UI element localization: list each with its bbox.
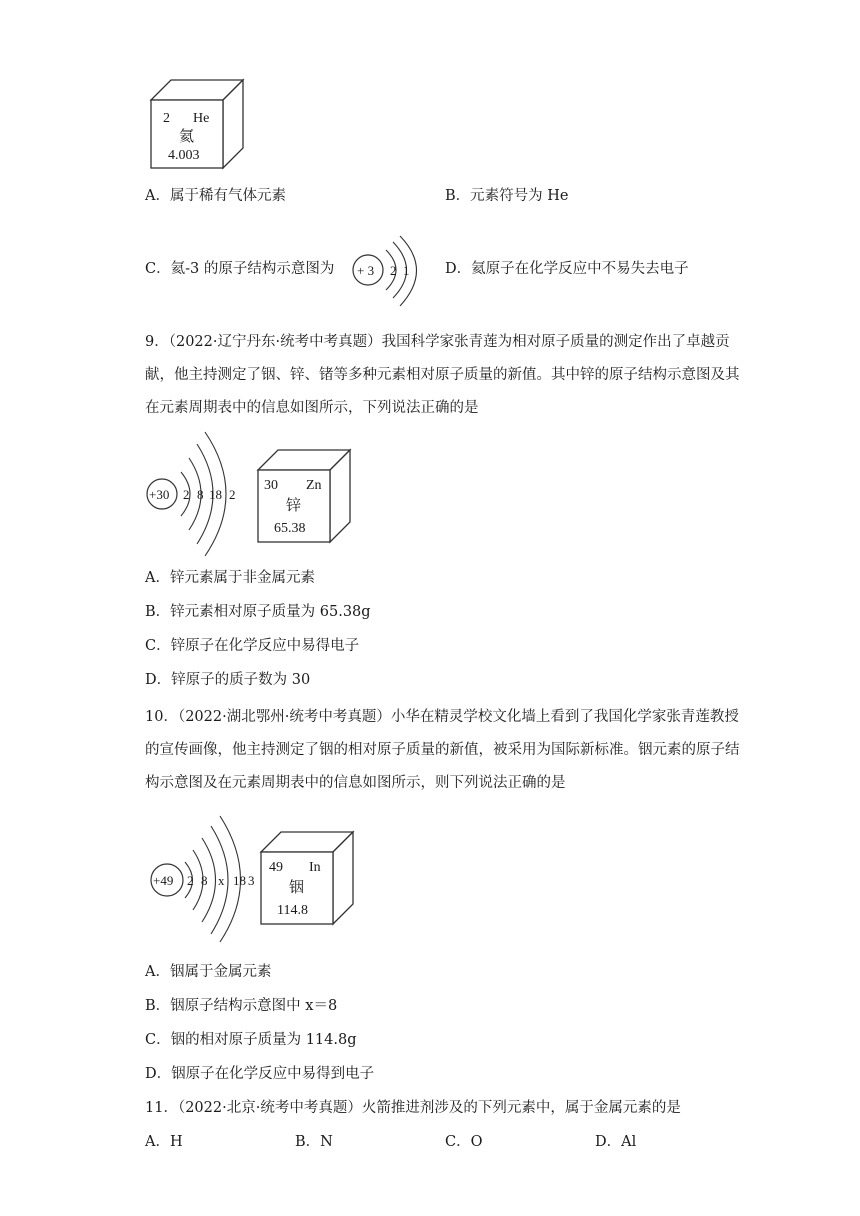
element-name: 氦	[179, 129, 195, 145]
zinc-atom-diagram	[143, 428, 253, 558]
shell-electrons: 18	[209, 487, 222, 502]
element-number: 2	[163, 111, 170, 126]
q8-option-b: B．元素符号为 He	[445, 188, 569, 204]
q11-option-a: A．H	[145, 1134, 183, 1150]
zinc-element-card	[252, 444, 358, 548]
shell-electrons: x	[218, 873, 225, 888]
element-name: 锌	[286, 498, 302, 514]
q8-option-d: D．氦原子在化学反应中不易失去电子	[445, 261, 689, 277]
shell-electrons: 3	[248, 873, 255, 888]
q9-option-b: B．锌元素相对原子质量为 65.38g	[145, 604, 371, 620]
element-mass: 114.8	[277, 903, 308, 918]
q9-option-c: C．锌原子在化学反应中易得电子	[145, 638, 360, 654]
shell-electrons: 8	[201, 873, 208, 888]
element-number: 30	[264, 478, 278, 493]
q9-option-a: A．锌元素属于非金属元素	[145, 570, 315, 586]
shell-electrons: 18	[233, 873, 246, 888]
shell-electrons: 2	[229, 487, 236, 502]
shell-electrons: 8	[197, 487, 204, 502]
q11-stem: 11．（2022·北京·统考中考真题）火箭推进剂涉及的下列元素中，属于金属元素的是	[145, 1100, 681, 1116]
element-symbol: Zn	[306, 478, 322, 493]
shell-electrons: 2	[390, 263, 397, 278]
indium-atom-diagram	[145, 812, 263, 944]
nucleus-charge: +49	[153, 873, 174, 888]
shell-electrons: 2	[187, 873, 194, 888]
q9-stem: 9．（2022·辽宁丹东·统考中考真题）我国科学家张青莲为相对原子质量的测定作出了卓越贡献，他主持测定了铟、锌、锗等多种元素相对原子质量的新值。其中锌的原子结构示意图及其在元素周期表中的信息如图所示，下列说法正确的是	[145, 334, 740, 416]
element-name: 铟	[289, 880, 305, 896]
q8-option-a: A．属于稀有气体元素	[145, 188, 286, 204]
element-symbol: He	[193, 111, 210, 126]
q10-option-a: A．铟属于金属元素	[145, 964, 272, 980]
element-mass: 65.38	[274, 521, 306, 536]
q8-option-c: C．氦-3 的原子结构示意图为	[145, 261, 335, 277]
q10-option-b: B．铟原子结构示意图中 x＝8	[145, 998, 338, 1014]
q11-option-c: C．O	[445, 1134, 483, 1150]
nucleus-charge: +30	[149, 487, 170, 502]
element-mass: 4.003	[168, 148, 200, 163]
helium3-atom-diagram	[348, 234, 428, 314]
q9-option-d: D．锌原子的质子数为 30	[145, 672, 311, 688]
q11-option-d: D．Al	[595, 1134, 637, 1150]
helium-element-card	[143, 72, 253, 172]
q11-option-b: B．N	[295, 1134, 333, 1150]
shell-electrons: 2	[183, 487, 190, 502]
q10-stem: 10．（2022·湖北鄂州·统考中考真题）小华在精灵学校文化墙上看到了我国化学家张青莲教授的宣传画像，他主持测定了铟的相对原子质量的新值，被采用为国际新标准。铟元素的原子结构示意图及在元素周期表中的信息如图所示，则下列说法正确的是	[145, 709, 740, 791]
nucleus-charge: + 3	[357, 263, 375, 278]
element-number: 49	[269, 860, 283, 875]
element-symbol: In	[309, 860, 321, 875]
shell-electrons: 1	[403, 263, 410, 278]
q10-option-d: D．铟原子在化学反应中易得到电子	[145, 1066, 375, 1082]
q10-option-c: C．铟的相对原子质量为 114.8g	[145, 1032, 357, 1048]
indium-element-card	[255, 826, 361, 930]
